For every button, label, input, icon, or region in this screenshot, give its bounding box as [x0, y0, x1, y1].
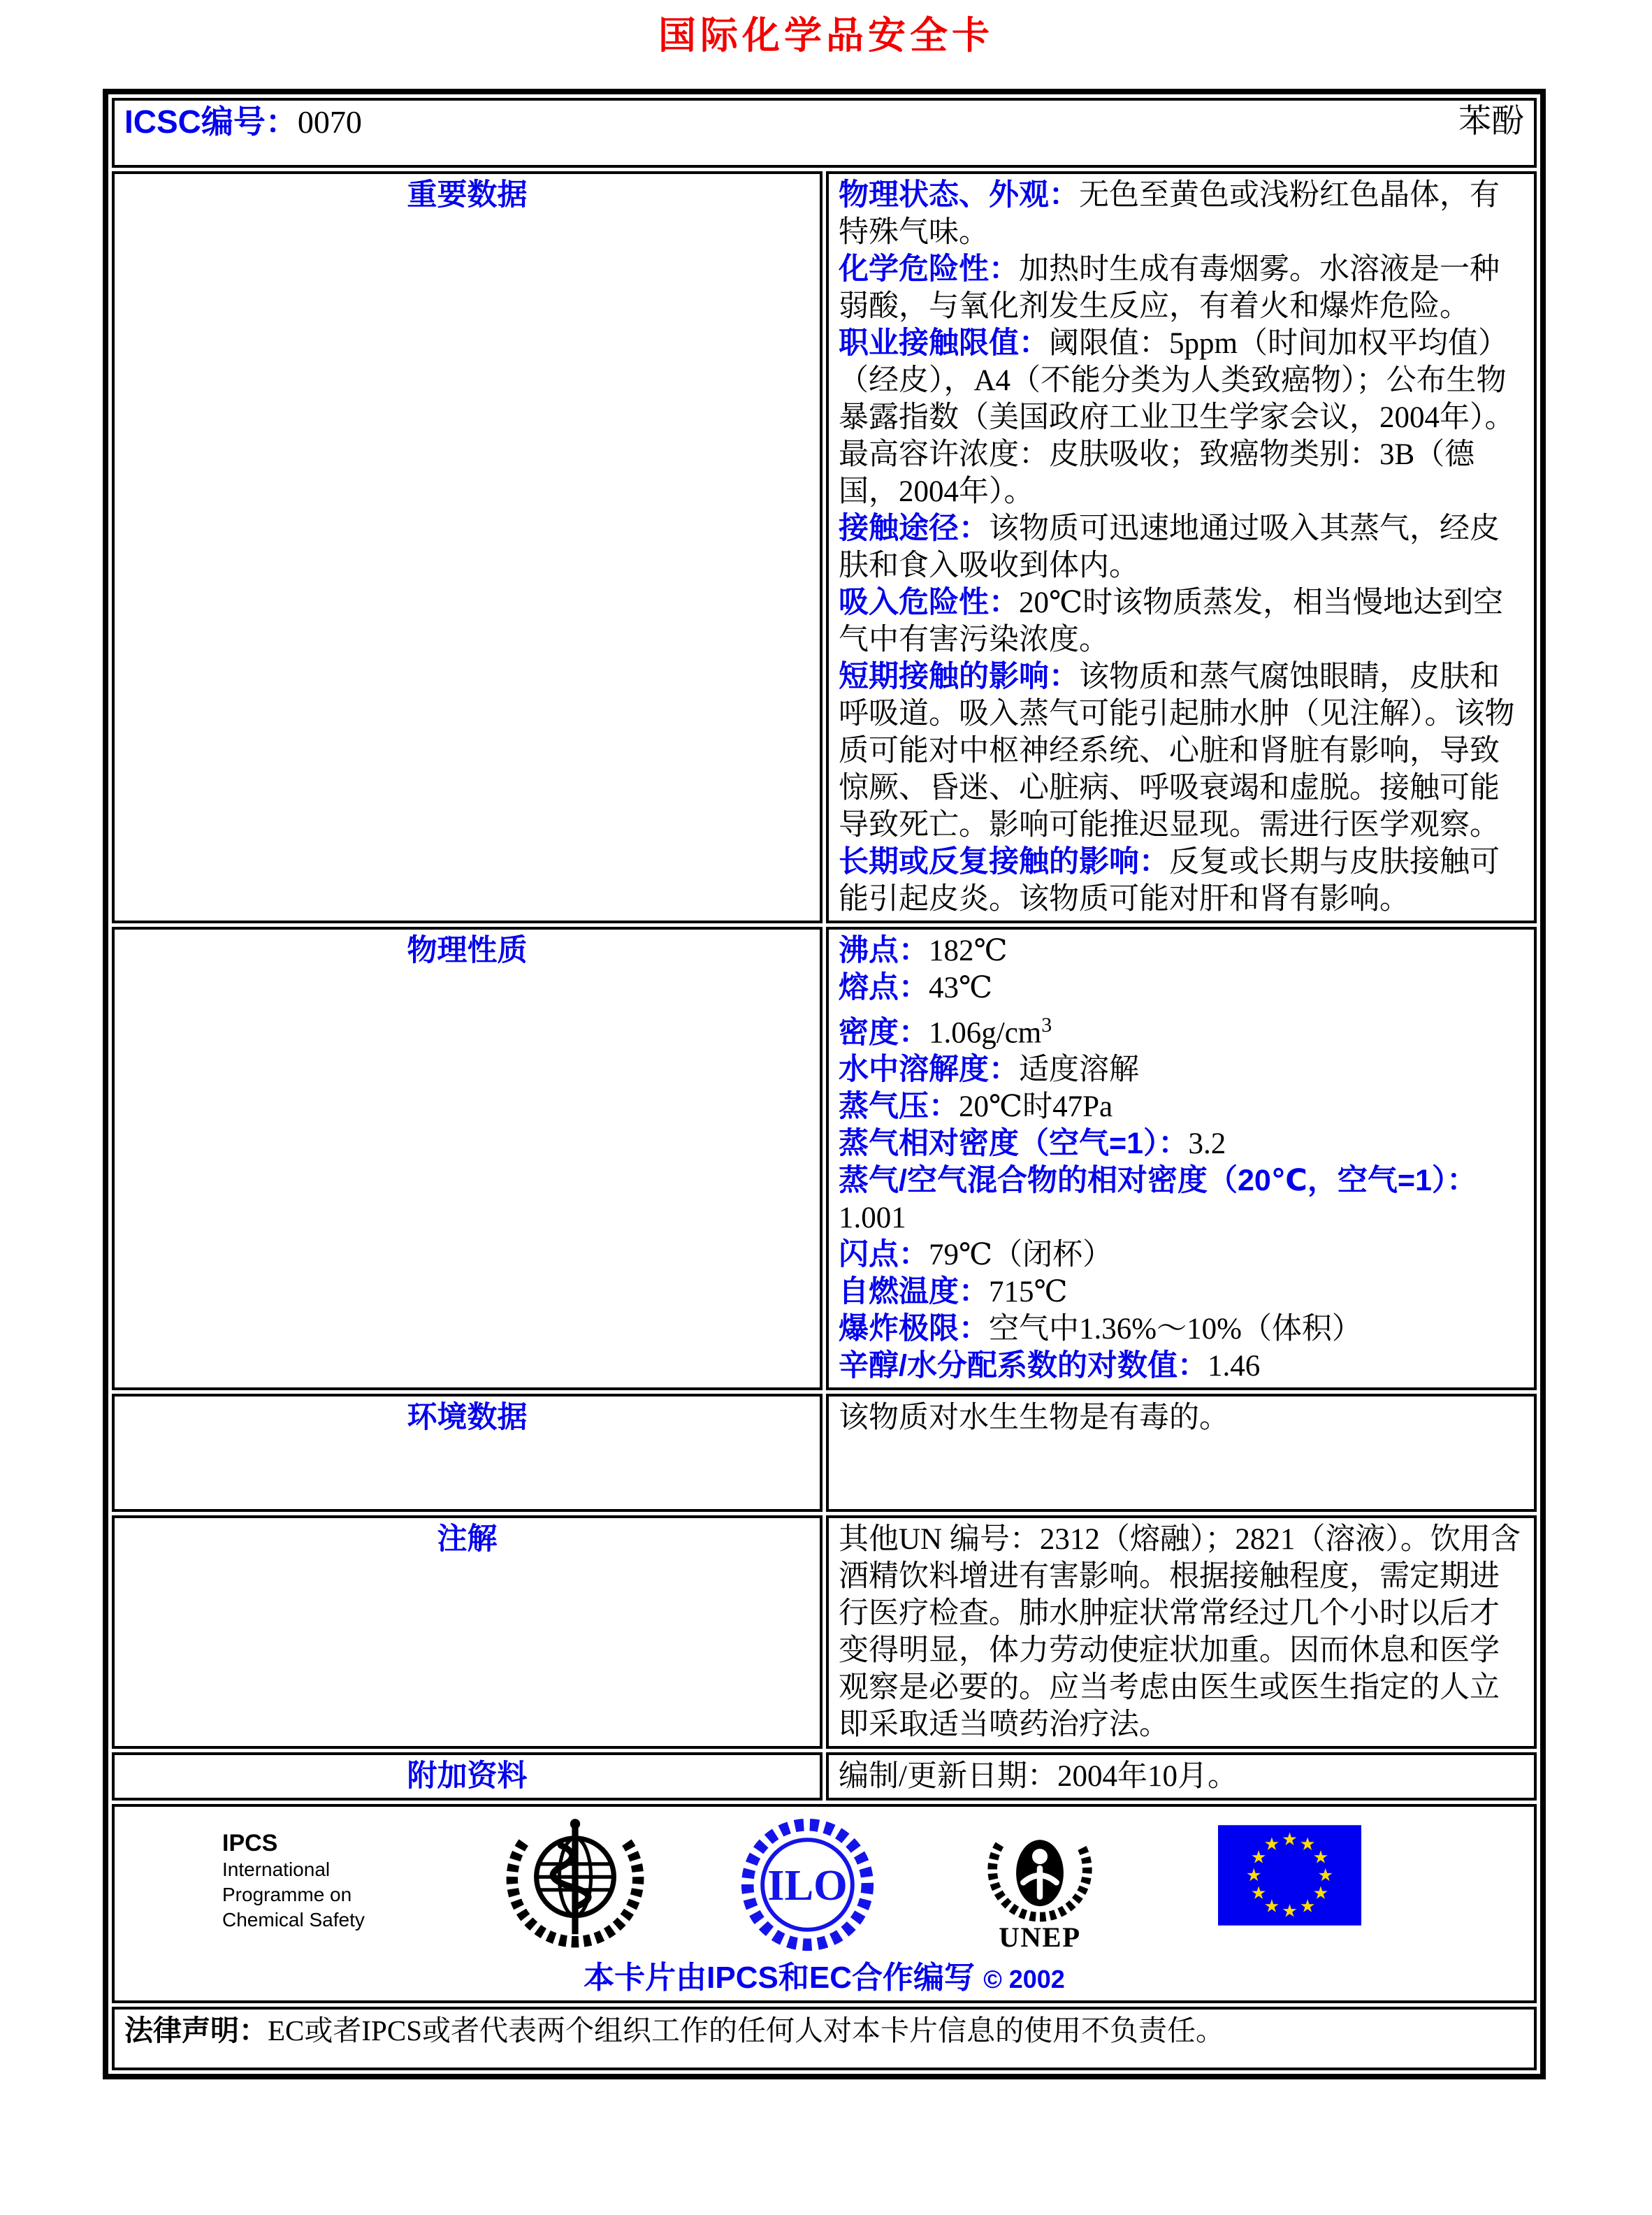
page-title: 国际化学品安全卡 — [658, 15, 994, 57]
section-label-notes: 注解 — [112, 1515, 823, 1749]
section-label-important: 重要数据 — [112, 171, 823, 923]
field-text: 加热时生成有毒烟雾。水溶液是一种弱酸，与氧化剂发生反应，有着火和爆炸危险。 — [839, 253, 1500, 323]
physical-property-line — [839, 932, 1524, 969]
important-item — [839, 510, 1524, 584]
additional-content-cell — [826, 1752, 1537, 1801]
physical-property-line — [839, 1051, 1524, 1088]
field-text: 该物质可迅速地通过吸入其蒸气，经皮肤和食入吸收到体内。 — [839, 512, 1500, 582]
important-item — [839, 584, 1524, 658]
field-label: 水中溶解度： — [839, 1053, 1019, 1087]
additional-text: 编制/更新日期：2004年10月。 — [839, 1760, 1238, 1794]
ipcs-heading: IPCS — [222, 1830, 278, 1857]
field-text: 20℃时该物质蒸发，相当慢地达到空气中有害污染浓度。 — [839, 586, 1504, 656]
important-item — [839, 177, 1524, 251]
field-label: 长期或反复接触的影响： — [839, 845, 1169, 879]
field-text: 无色至黄色或浅粉红色晶体，有特殊气味。 — [839, 179, 1500, 249]
legal-notice-row — [112, 2007, 1537, 2070]
physical-property-line — [839, 1125, 1524, 1162]
notes-row — [112, 1515, 1537, 1749]
field-label: 蒸气相对密度（空气=1）： — [839, 1127, 1189, 1161]
physical-property-line — [839, 1311, 1524, 1348]
important-item — [839, 844, 1524, 918]
eu-flag-icon — [1218, 1825, 1361, 1935]
field-label: 蒸气/空气混合物的相对密度（20℃，空气=1）： — [839, 1164, 1477, 1198]
important-item — [839, 658, 1524, 844]
section-label-physical: 物理性质 — [112, 927, 823, 1390]
field-text: 适度溶解 — [1019, 1053, 1139, 1087]
field-label: 闪点： — [839, 1238, 929, 1272]
field-text: 1.06g/cm — [929, 1016, 1042, 1050]
field-label: 熔点： — [839, 971, 929, 1004]
physical-property-line — [839, 1162, 1524, 1236]
physical-property-line — [839, 1348, 1524, 1385]
credit-line — [124, 1959, 1524, 1998]
chemical-name: 苯酚 — [1458, 103, 1524, 140]
field-text: 阈限值：5ppm（时间加权平均值）（经皮），A4（不能分类为人类致癌物）；公布生物暴露指数（美国政府工业卫生学家会议，2004年）。最高容许浓度：皮肤吸收；致癌物类别：3B（德国，2004年）。 — [839, 327, 1515, 508]
icsc-card-table — [103, 89, 1546, 2079]
environment-content-cell — [826, 1394, 1537, 1512]
section-label-additional: 附加资料 — [112, 1752, 823, 1801]
important-content-cell — [826, 171, 1537, 923]
header-row — [112, 98, 1537, 168]
physical-property-line — [839, 1274, 1524, 1311]
section-label-environment: 环境数据 — [112, 1394, 823, 1512]
credit-text: 本卡片由IPCS和EC合作编写 — [584, 1961, 975, 1996]
physical-properties-row — [112, 927, 1537, 1390]
logos-row — [112, 1804, 1537, 2003]
important-item — [839, 251, 1524, 325]
logos-cell — [112, 1804, 1537, 2003]
copyright-text: © 2002 — [983, 1965, 1065, 1994]
additional-info-row — [112, 1752, 1537, 1801]
ipcs-text-block — [222, 1829, 418, 1933]
icsc-number-label: ICSC编号： — [124, 103, 298, 140]
field-label: 职业接触限值： — [839, 326, 1049, 360]
field-label: 物理状态、外观： — [839, 178, 1079, 212]
unep-caption: UNEP — [999, 1921, 1081, 1954]
ipcs-line: International — [222, 1859, 331, 1881]
field-text: 43℃ — [929, 972, 993, 1004]
ipcs-line: Chemical Safety — [222, 1909, 365, 1931]
field-label: 沸点： — [839, 934, 929, 967]
environment-data-row — [112, 1394, 1537, 1512]
who-logo-icon — [502, 1811, 649, 1963]
field-text: 20℃时47Pa — [959, 1090, 1113, 1124]
physical-property-line — [839, 1007, 1524, 1051]
field-text: 反复或长期与皮肤接触可能引起皮炎。该物质可能对肝和肾有影响。 — [839, 846, 1500, 916]
physical-content-cell — [826, 927, 1537, 1390]
icsc-number — [124, 103, 362, 140]
field-label: 密度： — [839, 1016, 929, 1050]
field-label: 辛醇/水分配系数的对数值： — [839, 1349, 1208, 1383]
field-text: 182℃ — [929, 935, 1008, 967]
field-label: 蒸气压： — [839, 1090, 959, 1124]
field-label: 自燃温度： — [839, 1275, 989, 1309]
physical-property-line — [839, 1236, 1524, 1274]
legal-notice-label: 法律声明： — [124, 2014, 268, 2047]
physical-property-line — [839, 1088, 1524, 1125]
important-data-row — [112, 171, 1537, 923]
field-label: 接触途径： — [839, 512, 989, 545]
physical-property-line — [839, 969, 1524, 1007]
notes-content-cell — [826, 1515, 1537, 1749]
field-text: 1.001 — [839, 1202, 906, 1235]
field-label: 爆炸极限： — [839, 1312, 989, 1346]
field-label: 化学危险性： — [839, 252, 1019, 286]
field-text: 空气中1.36%～10%（体积） — [989, 1313, 1362, 1346]
ilo-monogram: ILO — [767, 1861, 848, 1910]
field-text: 1.46 — [1207, 1350, 1261, 1383]
field-text: 该物质和蒸气腐蚀眼睛，皮肤和呼吸道。吸入蒸气可能引起肺水肿（见注解）。该物质可能对中枢神经系统、心脏和肾脏有影响，导致惊厥、昏迷、心脏病、呼吸衰竭和虚脱。接触可能导致死亡。影响可能推迟显现。需进行医学观察。 — [839, 661, 1515, 842]
field-text: 79℃（闭杯） — [929, 1239, 1113, 1272]
important-item — [839, 325, 1524, 510]
field-label: 短期接触的影响： — [839, 660, 1079, 693]
field-text: 3.2 — [1188, 1127, 1226, 1161]
ilo-logo-icon — [739, 1817, 876, 1962]
field-text: 715℃ — [989, 1276, 1068, 1309]
notes-text: 其他UN 编号：2312（熔融）；2821（溶液）。饮用含酒精饮料增进有害影响。根据接触程度，需定期进行医疗检查。肺水肿症状常常经过几个小时以后才变得明显，体力劳动使症状加重。因而休息和医学观察是必要的。应当考虑由医生或医生指定的人立即采取适当喷药治疗法。 — [839, 1523, 1521, 1742]
unep-logo-icon — [980, 1814, 1099, 1963]
icsc-number-value: 0070 — [297, 104, 362, 140]
ipcs-line: Programme on — [222, 1884, 352, 1906]
legal-notice-text: EC或者IPCS或者代表两个组织工作的任何人对本卡片信息的使用不负责任。 — [268, 2014, 1224, 2047]
legal-notice-cell — [112, 2007, 1537, 2070]
header-cell — [112, 98, 1537, 168]
environment-text: 该物质对水生生物是有毒的。 — [839, 1401, 1229, 1435]
field-label: 吸入危险性： — [839, 586, 1019, 619]
density-superscript: 3 — [1041, 1013, 1052, 1037]
